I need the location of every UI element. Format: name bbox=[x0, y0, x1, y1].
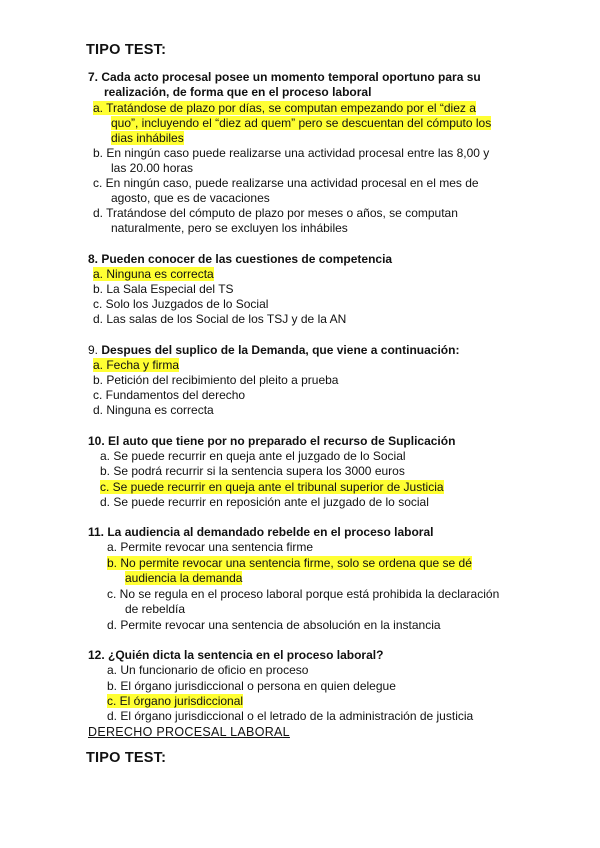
option-line: c. Se puede recurrir en queja ante el tribunal superior de Justicia bbox=[100, 480, 444, 494]
question-7-line2: realización, de forma que en el proceso laboral bbox=[104, 85, 372, 99]
question-8-text: 8. Pueden conocer de las cuestiones de competencia bbox=[88, 252, 393, 266]
question-9-text bbox=[88, 343, 459, 358]
option-line: audiencia la demanda bbox=[125, 571, 243, 585]
option-line: c. No se regula en el proceso laboral porque está prohibida la declaración bbox=[107, 587, 500, 601]
option-line: a. Ninguna es correcta bbox=[93, 267, 214, 281]
question-9-option-a bbox=[93, 358, 179, 373]
question-9-option-c: c. Fundamentos del derecho bbox=[93, 388, 246, 402]
question-7-line1: 7. Cada acto procesal posee un momento temporal oportuno para su bbox=[88, 70, 481, 84]
question-10-option-b: b. Se podrá recurrir si la sentencia supera los 3000 euros bbox=[100, 464, 405, 478]
question-12-option-c bbox=[107, 694, 243, 709]
question-8-option-a bbox=[93, 267, 214, 282]
question-10-option-c bbox=[100, 480, 444, 495]
question-11-option-c bbox=[107, 587, 499, 617]
question-7-text bbox=[88, 70, 481, 100]
option-line: agosto, que es de vacaciones bbox=[111, 191, 270, 205]
question-11-option-b bbox=[107, 556, 472, 586]
question-7-option-c bbox=[93, 176, 479, 206]
question-12-option-b: b. El órgano jurisdiccional o persona en quien delegue bbox=[107, 679, 396, 693]
question-12-option-a: a. Un funcionario de oficio en proceso bbox=[107, 663, 309, 677]
option-line: naturalmente, pero se excluyen los inhábiles bbox=[111, 221, 348, 235]
question-7-option-b bbox=[93, 146, 489, 176]
option-line: a. Tratándose de plazo por días, se computan empezando por el “diez a bbox=[93, 101, 476, 115]
option-line: las 20.00 horas bbox=[111, 161, 194, 175]
question-10-option-d: d. Se puede recurrir en reposición ante el juzgado de lo social bbox=[100, 495, 429, 509]
option-line: d. Tratándose del cómputo de plazo por meses o años, se computan bbox=[93, 206, 458, 220]
question-8-option-c: c. Solo los Juzgados de lo Social bbox=[93, 297, 269, 311]
question-11-option-a: a. Permite revocar una sentencia firme bbox=[107, 540, 314, 554]
question-9-option-b: b. Petición del recibimiento del pleito a prueba bbox=[93, 373, 339, 387]
option-line: c. En ningún caso, puede realizarse una actividad procesal en el mes de bbox=[93, 176, 479, 190]
question-11-text: 11. La audiencia al demandado rebelde en el proceso laboral bbox=[88, 525, 434, 539]
question-8-option-b: b. La Sala Especial del TS bbox=[93, 282, 234, 296]
question-12-text: 12. ¿Quién dicta la sentencia en el proceso laboral? bbox=[88, 648, 384, 662]
page-title-repeat: TIPO TEST: bbox=[86, 750, 167, 766]
question-10-option-a: a. Se puede recurrir en queja ante el juzgado de lo Social bbox=[100, 449, 406, 463]
question-12-option-d: d. El órgano jurisdiccional o el letrado de la administración de justicia bbox=[107, 709, 474, 723]
option-line: c. El órgano jurisdiccional bbox=[107, 694, 244, 708]
section-footer: DERECHO PROCESAL LABORAL bbox=[88, 725, 290, 739]
option-line: quo”, incluyendo el “diez ad quem” pero se descuentan del cómputo los bbox=[111, 116, 492, 130]
question-11-option-d: d. Permite revocar una sentencia de absolución en la instancia bbox=[107, 618, 441, 632]
question-7-option-d bbox=[93, 206, 458, 236]
option-line: b. No permite revocar una sentencia firme, solo se ordena que se dé bbox=[107, 556, 472, 570]
question-7-option-a bbox=[93, 101, 491, 146]
question-10-text: 10. El auto que tiene por no preparado el recurso de Suplicación bbox=[88, 434, 456, 448]
question-9-body: Despues del suplico de la Demanda, que viene a continuación: bbox=[101, 343, 460, 357]
option-line: de rebeldía bbox=[125, 602, 186, 616]
question-9-number: 9. bbox=[88, 343, 99, 357]
page-title: TIPO TEST: bbox=[86, 42, 167, 58]
option-line: b. En ningún caso puede realizarse una actividad procesal entre las 8,00 y bbox=[93, 146, 490, 160]
question-8-option-d: d. Las salas de los Social de los TSJ y de la AN bbox=[93, 312, 347, 326]
option-line: a. Fecha y firma bbox=[93, 358, 180, 372]
option-line: dias inhábiles bbox=[111, 131, 184, 145]
question-9-option-d: d. Ninguna es correcta bbox=[93, 403, 214, 417]
